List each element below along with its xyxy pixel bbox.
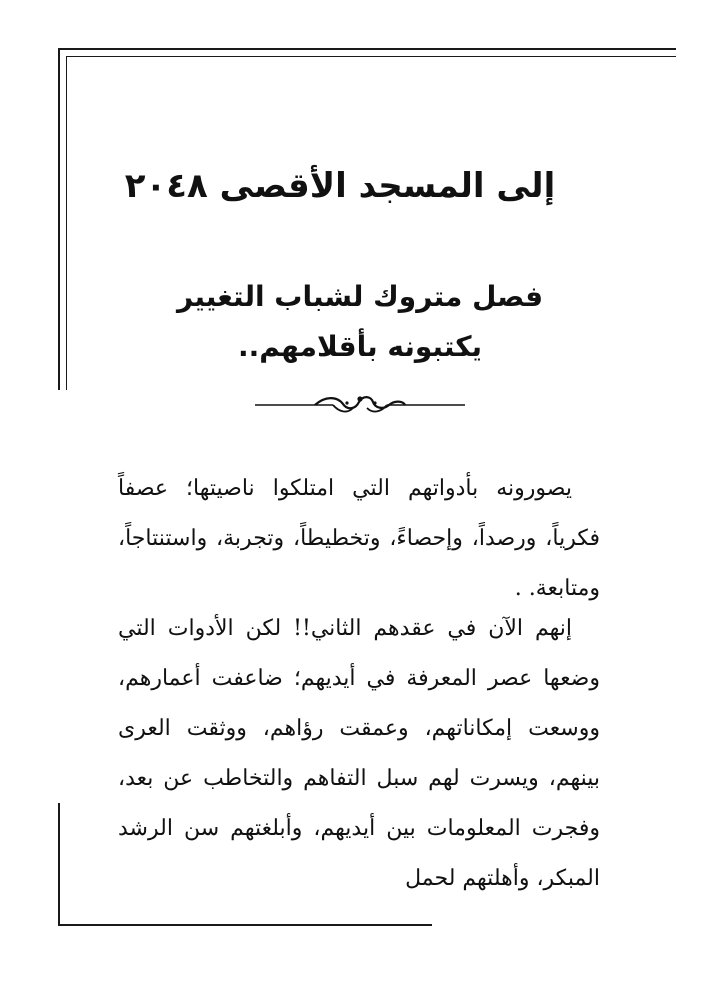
page-title: إلى المسجد الأقصى ٢٠٤٨ — [124, 166, 556, 206]
frame-bottom-line — [58, 924, 432, 926]
paragraph-2: إنهم الآن في عقدهم الثاني!! لكن الأدوات التي وضعها عصر المعرفة في أيديهم؛ ضاعفت أعمارهم، ووسعت إمكاناتهم، وعمقت رؤاهم، ووثقت العرى بينهم، ويسرت لهم سبل التفاهم والتخاطب عن بعد، وفجرت المعلومات بين أيديهم، وأبلغتهم سن الرشد المبكر، وأهلتهم لحمل — [118, 616, 600, 891]
subtitle-line-2: يكتبونه بأقلامهم.. — [237, 330, 483, 363]
subtitle — [150, 272, 570, 372]
paragraph-1: يصورونه بأدواتهم التي امتلكوا ناصيتها؛ عصفاً فكرياً، ورصداً، وإحصاءً، وتخطيطاً، وتجربة، واستنتاجاً، ومتابعة. . — [118, 476, 600, 601]
ornament-divider — [255, 392, 465, 418]
frame-left-inner — [66, 56, 67, 390]
frame-bottom-left-vertical — [58, 803, 60, 926]
subtitle-line-1: فصل متروك لشباب التغيير — [176, 280, 544, 313]
frame-top-outer — [58, 48, 676, 50]
frame-top-inner — [66, 56, 676, 57]
frame-left-outer — [58, 48, 60, 390]
